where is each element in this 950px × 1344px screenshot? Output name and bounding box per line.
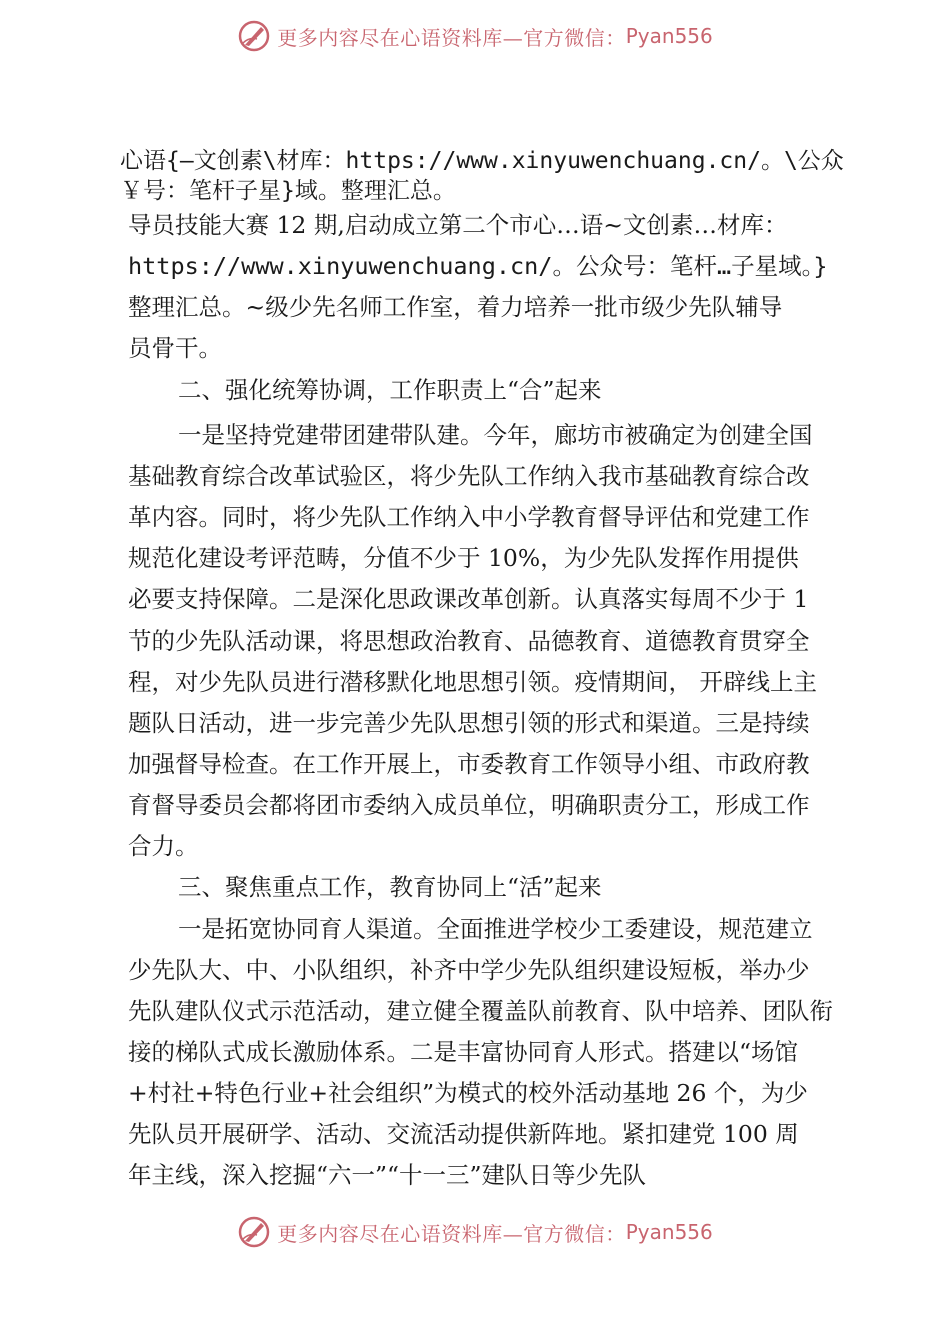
text-line: 革内容。同时，将少先队工作纳入中小学教育督导评估和党建工作 (128, 503, 810, 531)
text-line: 先队建队仪式示范活动，建立健全覆盖队前教育、队中培养、团队衔 (128, 997, 833, 1025)
text-line: 一是拓宽协同育人渠道。全面推进学校少工委建设，规范建立 (178, 915, 813, 943)
section-heading: 二、强化统筹协调，工作职责上“合”起来 (178, 376, 602, 404)
text-line: 加强督导检查。在工作开展上，市委教育工作领导小组、市政府教 (128, 750, 810, 778)
text-line: 接的梯队式成长激励体系。二是丰富协同育人形式。搭建以“场馆 (128, 1038, 799, 1066)
text-line: 规范化建设考评范畴，分值不少于 10%，为少先队发挥作用提供 (128, 544, 799, 572)
quill-logo-icon (237, 19, 271, 53)
text-line: 合力。 (128, 832, 199, 860)
text-line: 程，对少先队员进行潜移默化地思想引领。疫情期间， 开辟线上主 (128, 668, 817, 696)
text-line: 年主线，深入挖掘“六一”“十一三”建队日等少先队 (128, 1161, 647, 1189)
text-line: 题队日活动，进一步完善少先队思想引领的形式和渠道。三是持续 (128, 709, 810, 737)
watermark-text: 更多内容尽在心语资料库—官方微信： (277, 1221, 626, 1246)
text-line: 必要支持保障。二是深化思政课改革创新。认真落实每周不少于 1 (128, 585, 809, 613)
text-line: 先队员开展研学、活动、交流活动提供新阵地。紧扣建党 100 周 (128, 1120, 799, 1148)
inserted-line: ￥号：笔杆子星}域。整理汇总。 (120, 178, 456, 204)
text-line: 整理汇总。~级少先名师工作室，着力培养一批市级少先队辅导 (128, 293, 783, 321)
text-line: 一是坚持党建带团建带队建。今年，廊坊市被确定为创建全国 (178, 421, 813, 449)
text-line: 基础教育综合改革试验区，将少先队工作纳入我市基础教育综合改 (128, 462, 810, 490)
inserted-line: 心语{—文创素\材库：https://www.xinyuwenchuang.cn/。\公众 (120, 148, 844, 174)
watermark-handle: Pyan556 (625, 24, 713, 48)
section-heading: 三、聚焦重点工作，教育协同上“活”起来 (178, 873, 602, 901)
text-line: 育督导委员会都将团市委纳入成员单位，明确职责分工，形成工作 (128, 791, 810, 819)
watermark-text: 更多内容尽在心语资料库—官方微信： (277, 25, 626, 50)
watermark-banner-top (0, 14, 950, 58)
watermark-banner-bottom (0, 1210, 950, 1254)
text-line: +村社+特色行业+社会组织”为模式的校外活动基地 26 个，为少 (128, 1079, 808, 1107)
text-line: https://www.xinyuwenchuang.cn/。公众号：笔杆…子星域。} (128, 252, 828, 280)
text-line: 少先队大、中、小队组织，补齐中学少先队组织建设短板，举办少 (128, 956, 810, 984)
quill-logo-icon (237, 1215, 271, 1249)
text-line: 员骨干。 (128, 334, 222, 362)
watermark-handle: Pyan556 (625, 1220, 713, 1244)
text-line: 节的少先队活动课，将思想政治教育、品德教育、道德教育贯穿全 (128, 627, 810, 655)
text-line: 导员技能大赛 12 期,启动成立第二个市心…语~文创素…材库： (128, 211, 788, 239)
